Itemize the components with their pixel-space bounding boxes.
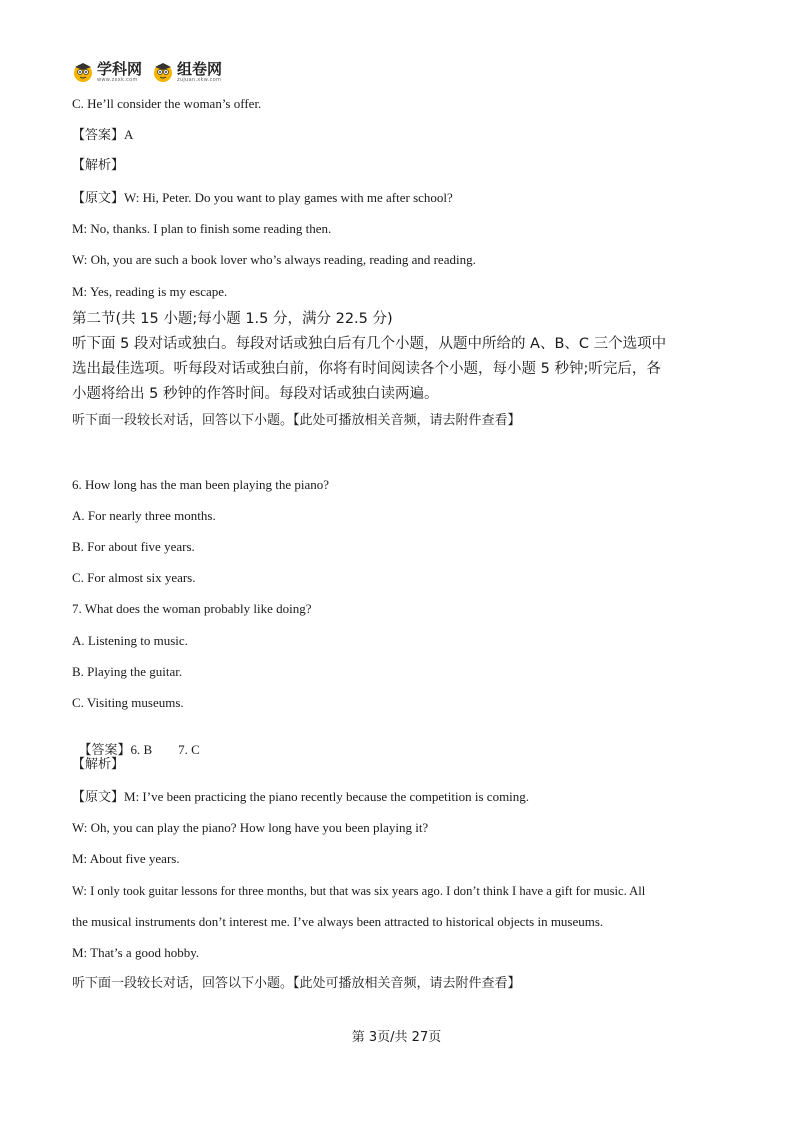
transcript-line-4: M: Yes, reading is my escape.	[72, 284, 228, 299]
logo-zujuanwang	[152, 61, 222, 83]
analysis-label-2: 【解析】	[72, 757, 125, 772]
question-7-option-b: B. Playing the guitar.	[72, 664, 183, 679]
question-6-option-c: C. For almost six years.	[72, 570, 196, 585]
logo-xuekewang	[72, 61, 142, 83]
logo-subtext: zujuan.xkw.com	[177, 77, 222, 83]
instruction-line-2: 选出最佳选项。听每段对话或独白前，你将有时间阅读各个小题，每小题 5 秒钟;听完后，各	[72, 361, 661, 377]
logo-subtext: www.zxxk.com	[97, 77, 138, 83]
answer-label: 【答案】	[72, 128, 125, 143]
transcript2-line-6: M: That’s a good hobby.	[72, 945, 200, 960]
section-title: 第二节(共 15 小题;每小题 1.5 分，满分 22.5 分)	[72, 311, 393, 327]
transcript-line-1	[72, 190, 453, 207]
option-c: C. He’ll consider the woman’s offer.	[72, 96, 262, 111]
question-7-option-a: A. Listening to music.	[72, 633, 188, 648]
analysis-label-1: 【解析】	[72, 158, 125, 173]
question-6: 6. How long has the man been playing the piano?	[72, 477, 330, 492]
page-footer	[0, 1026, 793, 1045]
transcript-label: 【原文】	[72, 191, 125, 206]
mascot-icon	[152, 61, 174, 83]
answer-line-2	[72, 726, 200, 759]
answer-line-1	[72, 127, 133, 144]
header-logos	[72, 60, 222, 84]
question-7: 7. What does the woman probably like doing?	[72, 601, 312, 616]
transcript-text: M: I’ve been practicing the piano recently because the competition is coming.	[124, 789, 530, 804]
mascot-icon	[72, 61, 94, 83]
transcript2-line-2: W: Oh, you can play the piano? How long have you been playing it?	[72, 820, 429, 835]
logo-text: 学科网	[97, 60, 143, 78]
transcript2-line-5: the musical instruments don’t interest me. I’ve always been attracted to historical objects in museums.	[72, 914, 604, 929]
transcript2-line-3: M: About five years.	[72, 851, 180, 866]
question-6-option-b: B. For about five years.	[72, 539, 195, 554]
logo-text: 组卷网	[177, 60, 223, 78]
answer-value: A	[124, 127, 134, 142]
instruction-line-1: 听下面 5 段对话或独白。每段对话或独白后有几个小题，从题中所给的 A、B、C 三个选项中	[72, 336, 667, 352]
question-6-option-a: A. For nearly three months.	[72, 508, 216, 523]
transcript-label: 【原文】	[72, 790, 125, 805]
answer-value: 6. B 7. C	[130, 742, 200, 757]
transcript2-line-1	[72, 789, 529, 806]
listen-instruction-2: 听下面一段较长对话，回答以下小题。【此处可播放相关音频，请去附件查看】	[72, 976, 521, 991]
transcript2-line-4: W: I only took guitar lessons for three months, but that was six years ago. I don’t think I have a gift for music. All	[72, 884, 646, 898]
listen-instruction-1: 听下面一段较长对话，回答以下小题。【此处可播放相关音频，请去附件查看】	[72, 413, 521, 428]
page-number: 第 3页/共 27页	[351, 1030, 442, 1045]
transcript-text: W: Hi, Peter. Do you want to play games with me after school?	[124, 190, 453, 205]
instruction-line-3: 小题将给出 5 秒钟的作答时间。每段对话或独白读两遍。	[72, 386, 439, 402]
question-7-option-c: C. Visiting museums.	[72, 695, 184, 710]
transcript-line-3: W: Oh, you are such a book lover who’s always reading, reading and reading.	[72, 252, 476, 267]
answer-label: 【答案】	[78, 743, 131, 758]
transcript-line-2: M: No, thanks. I plan to finish some reading then.	[72, 221, 332, 236]
